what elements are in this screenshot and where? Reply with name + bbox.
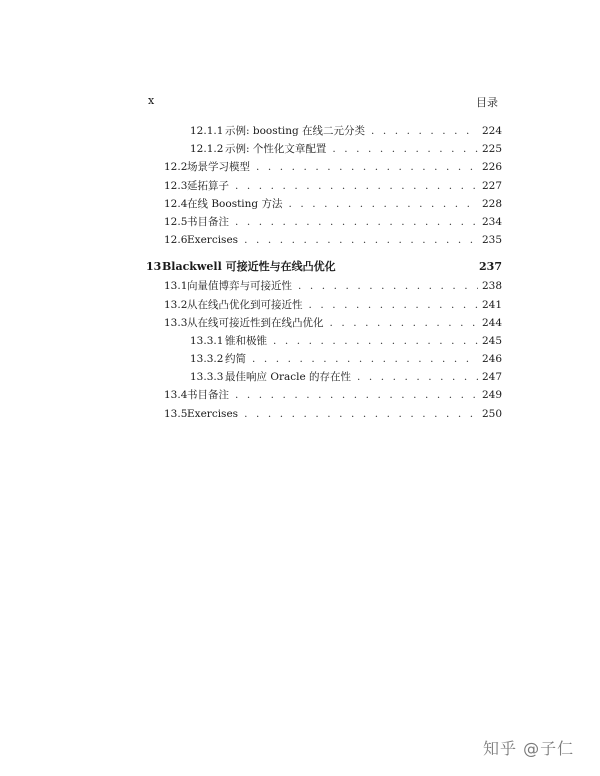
toc-entry-page: 226 [481, 161, 502, 174]
toc-entry-title: Exercises [187, 407, 239, 420]
toc-entry[interactable] [164, 213, 502, 231]
running-title: 目录 [476, 96, 498, 109]
toc-entry-page: 247 [481, 371, 502, 384]
toc-entry-number: 12.4 [164, 197, 188, 210]
toc-entry-number: 12.2 [164, 161, 188, 174]
toc-entry-number: 13.3.3 [190, 371, 224, 384]
toc-entry-title: 书目备注 [187, 389, 229, 402]
toc-dot-leader [309, 296, 478, 314]
toc-entry-number: 12.1.2 [190, 143, 224, 156]
toc-entry-title: 从在线可接近性到在线凸优化 [187, 316, 324, 329]
toc-entry-number: 13.4 [164, 389, 188, 402]
toc-dot-leader [244, 231, 478, 249]
toc-entry-number: 13.5 [164, 407, 188, 420]
toc-entry-title: 向量值博弈与可接近性 [187, 280, 292, 293]
toc-entry-page: 238 [481, 280, 502, 293]
toc-entry[interactable] [164, 277, 502, 295]
toc-entry-title: 延拓算子 [187, 179, 229, 192]
toc-entry-number: 13.3 [164, 316, 188, 329]
table-of-contents [146, 122, 502, 423]
toc-entry[interactable] [164, 350, 502, 368]
toc-dot-leader [288, 195, 477, 213]
toc-entry[interactable] [164, 122, 502, 140]
toc-entry[interactable] [164, 177, 502, 195]
toc-dot-leader [273, 332, 478, 350]
toc-dot-leader [244, 405, 478, 423]
toc-entry-page: 249 [481, 389, 502, 402]
toc-entry-number: 13.1 [164, 280, 188, 293]
toc-entry[interactable] [164, 405, 502, 423]
toc-entry[interactable] [164, 368, 502, 386]
toc-entry-title: 书目备注 [187, 215, 229, 228]
toc-chapter-number: 13 [146, 260, 162, 274]
toc-entry-page: 244 [481, 316, 502, 329]
toc-dot-leader [330, 314, 478, 332]
toc-chapter-entry[interactable] [146, 257, 502, 277]
toc-entry-page: 225 [481, 143, 502, 156]
toc-dot-leader [235, 213, 478, 231]
toc-entry-number: 13.3.1 [190, 334, 224, 347]
toc-entry-page: 250 [481, 407, 502, 420]
toc-entry-page: 235 [481, 234, 502, 247]
toc-entry-title: 锥和极锥 [225, 334, 267, 347]
toc-entry-page: 227 [481, 179, 502, 192]
toc-entry-title: 在线 Boosting 方法 [187, 197, 283, 210]
toc-entry[interactable] [164, 296, 502, 314]
toc-entry-title: Exercises [187, 234, 239, 247]
toc-entry[interactable] [164, 314, 502, 332]
toc-entry-title: 从在线凸优化到可接近性 [187, 298, 303, 311]
toc-dot-leader [298, 277, 478, 295]
toc-chapter-title: Blackwell 可接近性与在线凸优化 [162, 260, 336, 274]
toc-entry-number: 12.1.1 [190, 125, 224, 137]
toc-entry-page: 228 [481, 197, 502, 210]
toc-dot-leader [332, 140, 478, 158]
toc-entry-title: 示例: boosting 在线二元分类 [225, 125, 366, 137]
toc-dot-leader [357, 368, 478, 386]
page-number-roman: x [148, 94, 155, 107]
toc-dot-leader [256, 158, 478, 176]
toc-entry[interactable] [164, 332, 502, 350]
toc-chapter-page: 237 [479, 260, 502, 274]
toc-entry[interactable] [164, 158, 502, 176]
toc-entry-title: 约简 [225, 353, 246, 366]
toc-entry-page: 246 [481, 353, 502, 366]
toc-entry-title: 场景学习模型 [187, 161, 250, 174]
toc-entry[interactable] [164, 195, 502, 213]
toc-entry-number: 12.5 [164, 215, 188, 228]
toc-dot-leader [252, 350, 478, 368]
toc-entry-page: 245 [481, 334, 502, 347]
toc-entry-title: 示例: 个性化文章配置 [225, 143, 327, 156]
toc-dot-leader [235, 386, 478, 404]
toc-entry[interactable] [164, 140, 502, 158]
toc-entry-number: 12.3 [164, 179, 188, 192]
watermark: 知乎 @子仁 [483, 739, 575, 758]
toc-entry[interactable] [164, 386, 502, 404]
toc-entry-number: 13.2 [164, 298, 188, 311]
toc-entry-number: 13.3.2 [190, 353, 224, 366]
toc-entry-page: 234 [481, 215, 502, 228]
toc-entry-page: 224 [481, 125, 502, 137]
running-header [148, 94, 498, 110]
toc-entry[interactable] [164, 231, 502, 249]
toc-dot-leader [371, 122, 478, 140]
toc-dot-leader [235, 177, 478, 195]
toc-entry-number: 12.6 [164, 234, 188, 247]
toc-entry-page: 241 [481, 298, 502, 311]
toc-entry-title: 最佳响应 Oracle 的存在性 [225, 371, 352, 384]
